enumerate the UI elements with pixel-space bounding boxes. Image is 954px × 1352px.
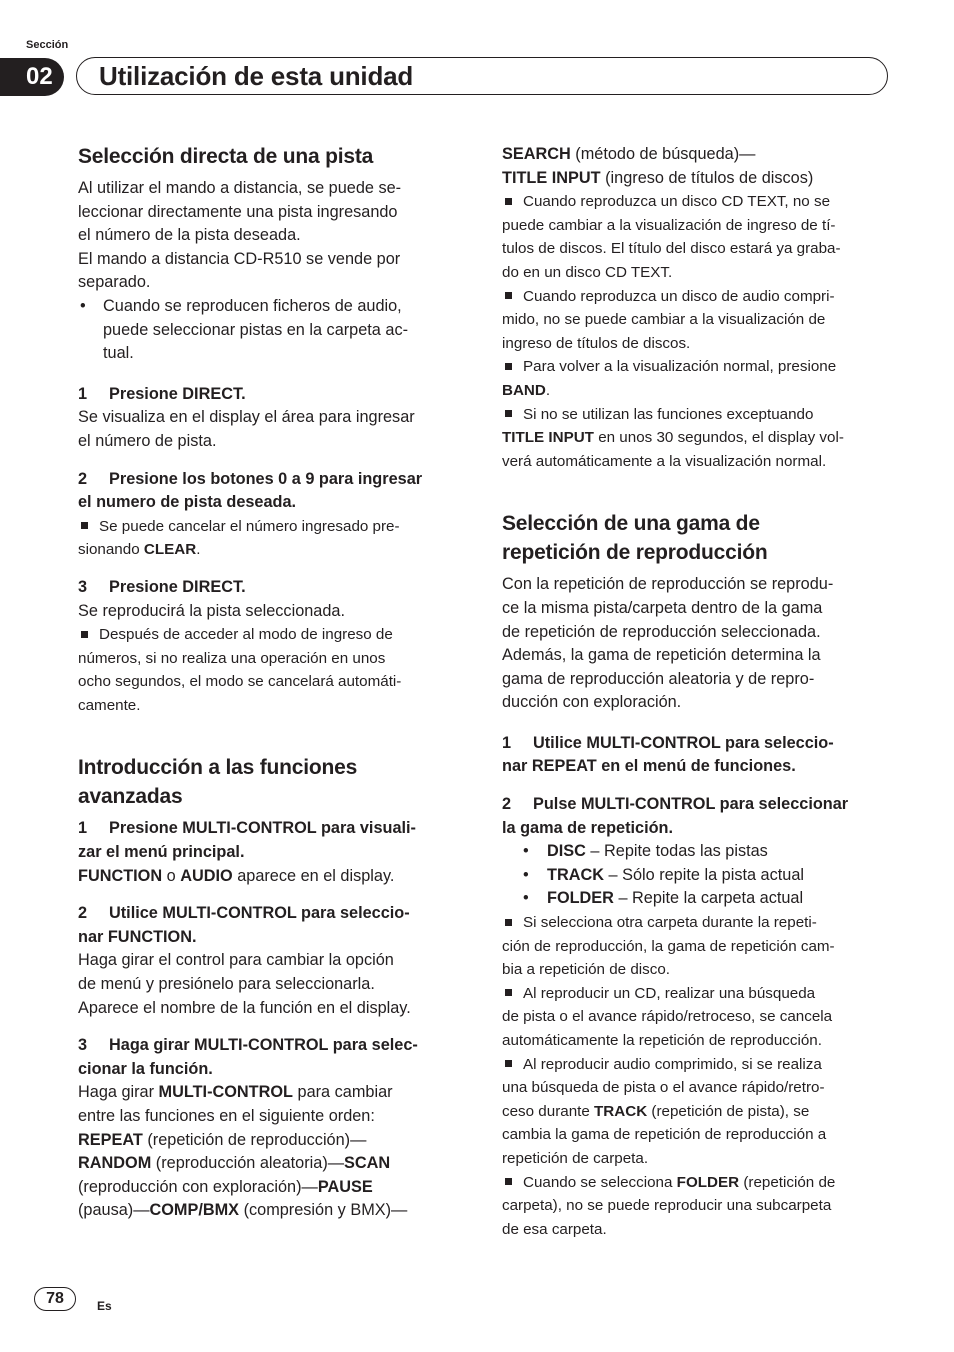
note: tulos de discos. El título del disco estará ya graba-	[502, 240, 841, 258]
note: Si no se utilizan las funciones exceptuando	[502, 403, 890, 427]
list-item: • FOLDER – Repite la carpeta actual	[523, 889, 804, 908]
note: Al reproducir audio comprimido, si se realiza	[502, 1053, 890, 1077]
paragraph: Además, la gama de repetición determina la	[502, 646, 821, 665]
paragraph: FUNCTION o AUDIO aparece en el display.	[78, 866, 395, 885]
section-label: Sección	[26, 39, 69, 51]
paragraph: Con la repetición de reproducción se reprodu-	[502, 575, 834, 594]
step-heading: el numero de pista deseada.	[78, 493, 297, 512]
paragraph: gama de reproducción aleatoria y de repro-	[502, 669, 815, 688]
heading-direct-track: Selección directa de una pista	[78, 145, 374, 168]
note: Cuando reproduzca un disco de audio compri-	[502, 285, 890, 309]
note: repetición de carpeta.	[502, 1149, 649, 1167]
note: de esa carpeta.	[502, 1220, 607, 1238]
note: Para volver a la visualización normal, presione	[502, 355, 890, 379]
page-number: 78	[34, 1287, 76, 1311]
paragraph: SEARCH (método de búsqueda)—	[502, 145, 756, 163]
note: BAND.	[502, 381, 551, 399]
note: camente.	[78, 696, 141, 714]
paragraph: separado.	[78, 273, 151, 292]
bullet-text: tual.	[103, 344, 134, 363]
note: de pista o el avance rápido/retroceso, se cancela	[502, 1008, 833, 1026]
step-heading: zar el menú principal.	[78, 843, 245, 862]
note: TITLE INPUT en unos 30 segundos, el display vol-	[502, 429, 844, 447]
bullet-text: puede seleccionar pistas en la carpeta ac-	[103, 320, 409, 339]
language-code: Es	[97, 1299, 112, 1313]
note: Si selecciona otra carpeta durante la repeti-	[502, 911, 890, 935]
note: sionando CLEAR.	[78, 541, 201, 559]
paragraph: de menú y presiónelo para seleccionarla.	[78, 975, 375, 994]
step-heading: nar REPEAT en el menú de funciones.	[502, 757, 796, 776]
chapter-title-bar	[76, 57, 888, 95]
step-heading: nar FUNCTION.	[78, 927, 197, 946]
step-heading: 1 Utilice MULTI-CONTROL para seleccio-	[502, 733, 834, 752]
note: Después de acceder al modo de ingreso de	[78, 623, 464, 647]
note: automáticamente la repetición de reproducción.	[502, 1032, 822, 1049]
left-column	[78, 140, 464, 1223]
paragraph: REPEAT (repetición de reproducción)—	[78, 1130, 367, 1149]
paragraph: (reproducción con exploración)—PAUSE	[78, 1177, 373, 1196]
note: mido, no se puede cambiar a la visualización de	[502, 311, 826, 329]
note: ingreso de títulos de discos.	[502, 334, 691, 352]
step-heading: 3 Haga girar MULTI-CONTROL para selec-	[78, 1036, 418, 1055]
paragraph: Al utilizar el mando a distancia, se puede se-	[78, 179, 402, 197]
bullet-item	[78, 295, 464, 366]
note: bia a repetición de disco.	[502, 961, 671, 979]
paragraph: Haga girar MULTI-CONTROL para cambiar	[78, 1083, 393, 1102]
section-number-badge: 02	[0, 58, 64, 96]
note: Cuando reproduzca un disco CD TEXT, no se	[502, 190, 890, 214]
note: puede cambiar a la visualización de ingreso de tí-	[502, 216, 836, 234]
step-heading: 3 Presione DIRECT.	[78, 577, 246, 596]
paragraph: RANDOM (reproducción aleatoria)—SCAN	[78, 1154, 391, 1173]
right-column	[502, 143, 890, 1241]
heading-repeat-range: repetición de reproducción	[502, 541, 768, 565]
note: verá automáticamente a la visualización normal.	[502, 452, 827, 470]
bullet-text: Cuando se reproducen ficheros de audio,	[103, 296, 402, 315]
paragraph: entre las funciones en el siguiente orden:	[78, 1107, 375, 1125]
paragraph: ducción con exploración.	[502, 693, 682, 712]
list-item: • DISC – Repite todas las pistas	[523, 842, 768, 861]
paragraph: Se reproducirá la pista seleccionada.	[78, 601, 345, 620]
paragraph: El mando a distancia CD-R510 se vende por	[78, 249, 401, 268]
note: Al reproducir un CD, realizar una búsqueda	[502, 982, 890, 1006]
heading-advanced-functions: Introducción a las funciones	[78, 756, 358, 780]
heading-advanced-functions: avanzadas	[78, 785, 183, 809]
note: carpeta), no se puede reproducir una subcarpeta	[502, 1197, 832, 1215]
note: ocho segundos, el modo se cancelará automáti-	[78, 673, 402, 691]
paragraph: ce la misma pista/carpeta dentro de la gama	[502, 598, 823, 617]
step-heading: 2 Utilice MULTI-CONTROL para seleccio-	[78, 904, 410, 923]
step-heading: 1 Presione DIRECT.	[78, 384, 246, 403]
step-heading: cionar la función.	[78, 1059, 213, 1078]
step-heading: 2 Pulse MULTI-CONTROL para seleccionar	[502, 795, 849, 814]
paragraph: Se visualiza en el display el área para ingresar	[78, 408, 415, 427]
paragraph: Haga girar el control para cambiar la opción	[78, 951, 394, 970]
paragraph: el número de la pista deseada.	[78, 226, 301, 245]
list-item: • TRACK – Sólo repite la pista actual	[523, 865, 805, 884]
step-heading: 1 Presione MULTI-CONTROL para visuali-	[78, 819, 416, 838]
paragraph: (pausa)—COMP/BMX (compresión y BMX)—	[78, 1201, 408, 1220]
paragraph: el número de pista.	[78, 431, 217, 450]
step-heading: la gama de repetición.	[502, 818, 674, 837]
note: Cuando se selecciona FOLDER (repetición de	[502, 1171, 890, 1195]
note: Se puede cancelar el número ingresado pre-	[78, 515, 464, 539]
note: cambia la gama de repetición de reproducción a	[502, 1126, 827, 1144]
note: números, si no realiza una operación en unos	[78, 649, 386, 667]
heading-repeat-range: Selección de una gama de	[502, 512, 760, 536]
chapter-title: Utilización de esta unidad	[99, 61, 414, 91]
note: ceso durante TRACK (repetición de pista), se	[502, 1102, 810, 1120]
step-heading: 2 Presione los botones 0 a 9 para ingresar	[78, 469, 423, 488]
paragraph: Aparece el nombre de la función en el display.	[78, 998, 411, 1017]
paragraph: de repetición de reproducción seleccionada.	[502, 622, 821, 641]
paragraph: TITLE INPUT (ingreso de títulos de discos)	[502, 168, 814, 187]
bullet-dot: •	[80, 296, 86, 315]
note: una búsqueda de pista o el avance rápido/retro-	[502, 1079, 825, 1097]
note: do en un disco CD TEXT.	[502, 263, 673, 281]
paragraph: leccionar directamente una pista ingresando	[78, 202, 398, 221]
note: ción de reproducción, la gama de repetición cam-	[502, 937, 835, 955]
